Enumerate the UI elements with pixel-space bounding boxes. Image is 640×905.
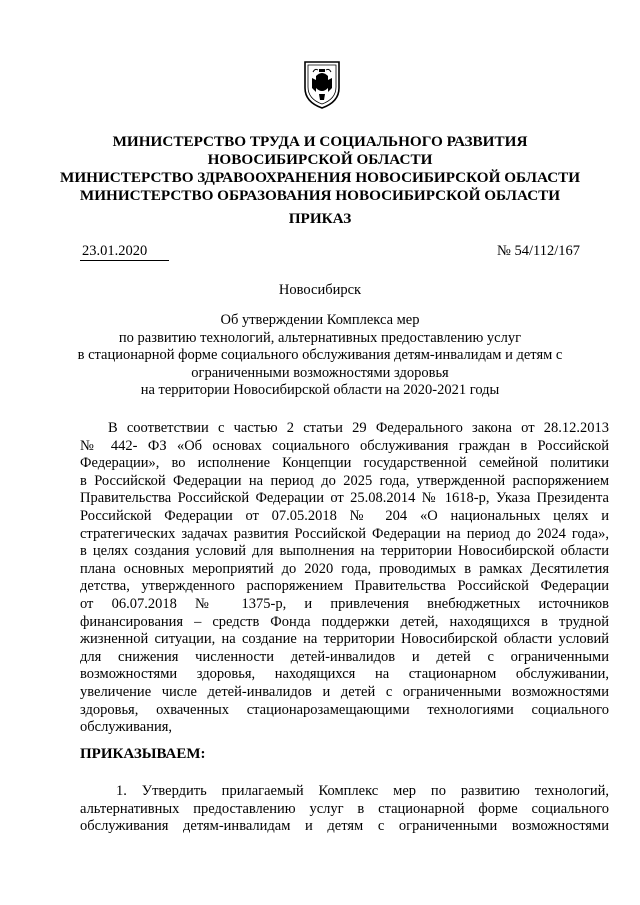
subject-line: Об утверждении Комплекса мер: [220, 312, 420, 328]
ministry-line: НОВОСИБИРСКОЙ ОБЛАСТИ: [207, 151, 433, 168]
item-line: обслуживания детям-инвалидам и детям с ограниченными возможностями: [80, 818, 609, 835]
preamble-line: здоровья, охваченных стационарозамещающими технологиями социального: [80, 701, 609, 718]
preamble-line: увеличение числе детей-инвалидов и детей с ограниченными возможностями: [80, 683, 609, 700]
city: Новосибирск: [278, 282, 362, 298]
item-line: 1. Утвердить прилагаемый Комплекс мер по развитию технологий,: [116, 783, 609, 799]
subject-line: по развитию технологий, альтернативных предоставлению услуг: [118, 329, 522, 346]
preamble-line: обслуживания,: [80, 719, 173, 736]
preamble-line: стратегических задачах развития Российской Федерации на период до 2024 года»,: [80, 525, 609, 542]
order-subject: [0, 312, 640, 400]
preamble-line: финансирования – средств Фонда поддержки детей, находящихся в трудной: [80, 613, 609, 630]
preamble-line: возможностями здоровья, находящихся на стационарном обслуживании,: [80, 666, 609, 683]
preamble-line: В соответствии с частью 2 статьи 29 Федерального закона от 28.12.2013: [108, 420, 609, 436]
preamble-line: для снижения численности детей-инвалидов и детей с ограниченными: [80, 648, 609, 665]
preamble-line: плана основных мероприятий до 2020 года, проводимых в рамках Десятилетия: [80, 560, 609, 577]
preamble-line: жизненной ситуации, на создание на территории Новосибирской области условий: [80, 631, 609, 648]
preamble-line: в Российской Федерации на период до 2025 года, утвержденной распоряжением: [80, 472, 609, 489]
coat-of-arms-emblem: [302, 58, 342, 110]
ministry-line: МИНИСТЕРСТВО ЗДРАВООХРАНЕНИЯ НОВОСИБИРСКОЙ ОБЛАСТИ: [60, 169, 581, 186]
item-line: альтернативных предоставлению услуг в стационарной форме социального: [80, 800, 609, 817]
ministries-header: [60, 133, 580, 205]
ministry-line: МИНИСТЕРСТВО ОБРАЗОВАНИЯ НОВОСИБИРСКОЙ ОБЛАСТИ: [79, 187, 561, 204]
preamble: [80, 420, 609, 737]
subject-line: в стационарной форме социального обслуживания детям-инвалидам и детям с: [77, 347, 563, 364]
document-type: ПРИКАЗ: [288, 210, 352, 227]
subject-line: ограниченными возможностями здоровья: [191, 364, 449, 381]
preamble-line: от 06.07.2018 № 1375-р, и привлечения внебюджетных источников: [80, 595, 609, 612]
preamble-line: Федерации», во исполнение Концепции государственной семейной политики: [80, 455, 609, 472]
order-date: 23.01.2020: [80, 243, 169, 261]
orders-heading: ПРИКАЗЫВАЕМ:: [80, 746, 206, 762]
order-number: № 54/112/167: [497, 243, 580, 259]
subject-line: на территории Новосибирской области на 2020-2021 годы: [140, 382, 500, 399]
preamble-line: № 442- ФЗ «Об основах социального обслуживания граждан в Российской: [80, 437, 609, 454]
preamble-line: в целях создания условий для выполнения на территории Новосибирской области: [80, 543, 609, 560]
preamble-line: Российской Федерации от 07.05.2018 № 204 «О национальных целях и: [80, 507, 609, 524]
preamble-line: детства, утвержденного распоряжением Правительства Российской Федерации: [80, 578, 609, 595]
preamble-line: Правительства Российской Федерации от 25.08.2014 № 1618-р, Указа Президента: [80, 490, 609, 507]
ministry-line: МИНИСТЕРСТВО ТРУДА И СОЦИАЛЬНОГО РАЗВИТИЯ: [112, 133, 528, 150]
order-item-1: [80, 783, 609, 836]
